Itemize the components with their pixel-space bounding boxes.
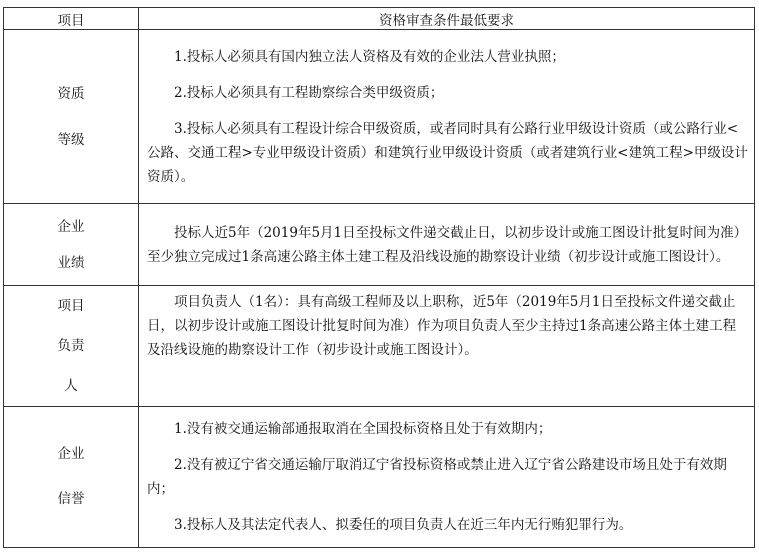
row-label-qualification — [4, 30, 139, 204]
requirement-paragraph: 投标人近5年（2019年5月1日至投标文件递交截止日，以初步设计或施工图设计批复时间为准）至少独立完成过1条高速公路主体土建工程及沿线设施的勘察设计业绩（初步设计或施工图设计）。 — [147, 224, 748, 265]
requirement-paragraph: 3.投标人必须具有工程设计综合甲级资质，或者同时具有公路行业甲级设计资质（或公路行业<公路、交通工程>专业甲级设计资质）和建筑行业甲级设计资质（或者建筑行业<建筑工程>甲级设计资质）。 — [147, 120, 748, 185]
row-label-line: 业绩 — [57, 254, 85, 271]
row-label-line: 企业 — [57, 218, 85, 235]
requirement-paragraph: 1.没有被交通运输部通报取消在全国投标资格且处于有效期内； — [174, 421, 552, 437]
requirement-paragraph: 项目负责人（1名）：具有高级工程师及以上职称，近5年（2019年5月1日至投标文件递交截止日，以初步设计或施工图设计批复时间为准）作为项目负责人至少主持过1条高速公路主体土建工程及沿线设施的勘察设计工作（初步设计或施工图设计）。 — [147, 294, 737, 358]
table-header-row — [4, 8, 755, 30]
row-content-achievement — [139, 204, 755, 286]
row-content-project-manager — [139, 286, 755, 407]
table-row-qualification — [4, 30, 755, 204]
requirement-paragraph: 2.投标人必须具有工程勘察综合类甲级资质； — [174, 84, 444, 101]
row-label-line: 人 — [64, 378, 78, 394]
row-label-line: 等级 — [57, 131, 85, 148]
row-label-credibility — [4, 407, 139, 548]
requirement-paragraph: 3.投标人及其法定代表人、拟委任的项目负责人在近三年内无行贿犯罪行为。 — [174, 517, 633, 533]
row-label-line: 负责 — [57, 338, 85, 354]
requirement-paragraph: 1.投标人必须具有国内独立法人资格及有效的企业法人营业执照； — [174, 48, 565, 65]
row-content-credibility — [139, 407, 755, 548]
requirement-paragraph: 2.没有被辽宁省交通运输厅取消辽宁省投标资格或禁止进入辽宁省公路建设市场且处于有效期内； — [147, 457, 727, 497]
row-label-line: 资质 — [57, 85, 85, 102]
row-label-project-manager — [4, 286, 139, 407]
row-content-qualification — [139, 30, 755, 204]
qualification-table — [3, 7, 755, 548]
row-label-achievement — [4, 204, 139, 286]
header-item: 项目 — [4, 8, 139, 30]
table-row-project-manager — [4, 286, 755, 407]
table-row-achievement — [4, 204, 755, 286]
row-label-line: 信誉 — [57, 491, 85, 507]
row-label-line: 项目 — [57, 298, 85, 314]
table-row-credibility — [4, 407, 755, 548]
header-requirements: 资格审查条件最低要求 — [139, 8, 755, 30]
row-label-line: 企业 — [57, 446, 85, 462]
